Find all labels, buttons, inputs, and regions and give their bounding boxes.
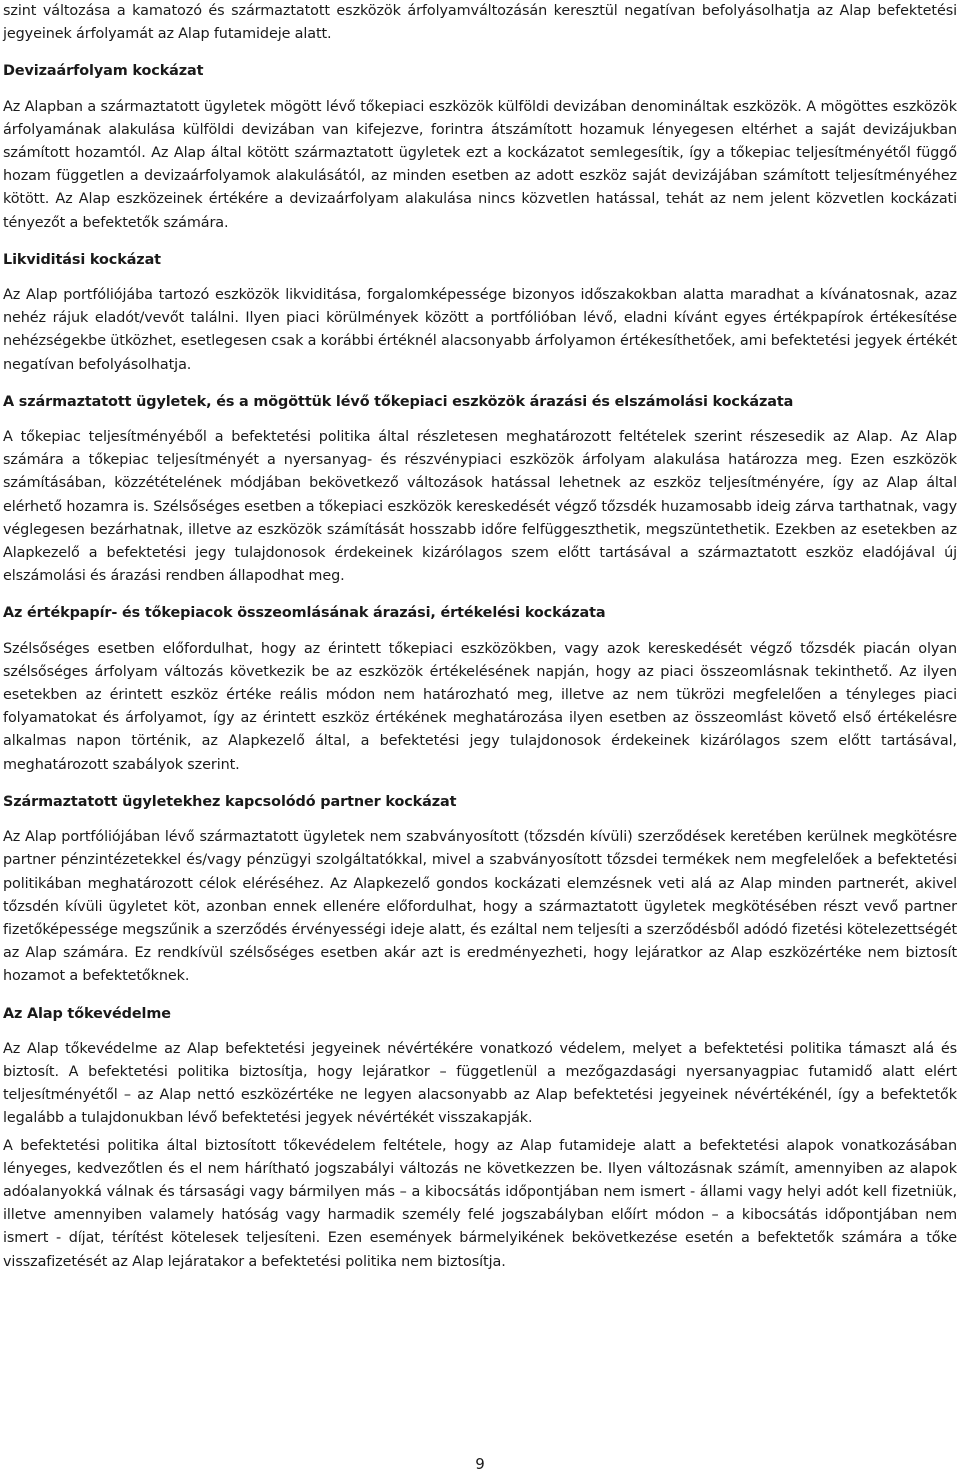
- document-page: [3, 0, 957, 1274]
- paragraph-intro: szint változása a kamatozó és származtatott eszközök árfolyamváltozásán keresztül negatívan befolyásolhatja az Alap befektetési jegyeinek árfolyamát az Alap futamideje alatt.: [3, 3, 957, 43]
- heading-pricing-risk: A származtatott ügyletek, és a mögöttük lévő tőkepiaci eszközök árazási és elszámolási kockázata: [3, 393, 794, 410]
- paragraph-pricing-risk: A tőkepiac teljesítményéből a befektetési politika által részletesen meghatározott feltételek szerint részesedik az Alap. Az Alap számára a tőkepiac teljesítményét a nyersanyag- és részvénypiaci eszközök árfolyam alakulása határozza meg. Ezen eszközök számításában, közzétételének módjában bekövetkező változások hatással lehetnek az eszköz teljesítményére, így az Alap által elérhető hozamra is. Szélsőséges esetben a tőkepiaci eszközök kereskedését végző tőzsdék huzamosabb ideig zárva tarthatnak, vagy véglegesen bezárhatnak, illetve az eszközök számítását hosszabb időre felfüggeszthetik, megszüntethetik. Ezekben az esetekben az Alapkezelő a befektetési jegy tulajdonosok érdekeinek kizárólagos szem előtt tartásával a származtatott eszköz eladójával új elszámolási és árazási rendben állapodhat meg.: [3, 429, 957, 585]
- heading-collapse-risk: Az értékpapír- és tőkepiacok összeomlásának árazási, értékelési kockázata: [3, 605, 606, 622]
- heading-liquidity-risk: Likviditási kockázat: [3, 251, 161, 268]
- paragraph-liquidity-risk: Az Alap portfóliójába tartozó eszközök likviditása, forgalomképessége bizonyos időszakokban alatta maradhat a kívánatosnak, azaz nehéz rájuk eladót/vevőt találni. Ilyen piaci körülmények között a portfólióban lévő, eladni kívánt egyes értékpapírok értékesítése nehézségekbe ütközhet, esetlegesen csak a korábbi értéknél alacsonyabb árfolyamon értékesíthetőek, ami befektetési jegyek értékét negatívan befolyásolhatja.: [3, 287, 957, 373]
- paragraph-partner-risk: Az Alap portfóliójában lévő származtatott ügyletek nem szabványosított (tőzsdén kívüli) szerződések keretében kerülnek megkötésre partner pénzintézetekkel és/vagy pénzügyi szolgáltatókkal, mivel a szabványosított tőzsdei termékek nem megfelelőek a befektetési politikában meghatározott célok eléréséhez. Az Alapkezelő gondos kockázati elemzésnek veti alá az Alap minden partnerét, akivel tőzsdén kívüli ügyletet köt, azonban ennek ellenére előfordulhat, hogy a származtatott ügyletek megkötésében részt vevő partner fizetőképessége megszűnik a szerződés érvényességi ideje alatt, és ezáltal nem teljesíti a szerződésből adódó fizetési kötelezettségét az Alap számára. Ez rendkívül szélsőséges esetben akár azt is eredményezheti, hogy lejáratkor az Alap eszközértéke nem biztosít hozamot a befektetőknek.: [3, 829, 957, 985]
- page-number: 9: [475, 1455, 485, 1473]
- paragraph-currency-risk: Az Alapban a származtatott ügyletek mögött lévő tőkepiaci eszközök külföldi devizában denomináltak eszközök. A mögöttes eszközök árfolyamának alakulása külföldi devizában van kifejezve, forintra átszámított hozamuk lényegesen eltérhet a saját devizájukban számított hozamtól. Az Alap által kötött származtatott ügyletek ezt a kockázatot semlegesítik, így a tőkepiac teljesítményétől függő hozam független a devizaárfolyamok alakulásától, az minden esetben az adott eszköz saját devizájában számított teljesítményéhez kötött. Az Alap eszközeinek értékére a devizaárfolyam alakulása nincs közvetlen hatással, tehát az nem jelent közvetlen kockázati tényezőt a befektetők számára.: [3, 98, 957, 231]
- paragraph-capital-protection-2: A befektetési politika által biztosított tőkevédelem feltétele, hogy az Alap futamideje alatt a befektetési alapok vonatkozásában lényeges, kedvezőtlen és el nem hárítható jogszabályi változás ne következzen be. Ilyen változásnak számít, amennyiben az alapok adóalanyokká válnak és társasági vagy bármilyen más – a kibocsátás időpontjában nem ismert - állami vagy helyi adót kell fizetniük, illetve amennyiben valamely hatóság vagy harmadik személy felé jogszabályban előírt módon – a kibocsátás időpontjában nem ismert - díjat, térítést kötelesek teljesíteni. Ezen események bármelyikének bekövetkezése esetén a befektetők számára a tőke visszafizetését az Alap lejáratakor a befektetési politika nem biztosítja.: [3, 1137, 957, 1270]
- heading-currency-risk: Devizaárfolyam kockázat: [3, 63, 204, 80]
- paragraph-capital-protection-1: Az Alap tőkevédelme az Alap befektetési jegyeinek névértékére vonatkozó védelem, melyet a befektetési politika támaszt alá és biztosít. A befektetési politika biztosítja, hogy lejáratkor – függetlenül a mezőgazdasági nyersanyagpiac futamidő alatt elért teljesítményétől – az Alap nettó eszközértéke ne legyen alacsonyabb az Alap befektetési jegyeinek névértékénél, így a befektetők legalább a tulajdonukban lévő befektetési jegyek névértékét visszakapják.: [3, 1040, 957, 1127]
- heading-capital-protection: Az Alap tőkevédelme: [3, 1005, 171, 1022]
- paragraph-collapse-risk: Szélsőséges esetben előfordulhat, hogy az érintett tőkepiaci eszközökben, vagy azok kereskedését végző tőzsdék piacán olyan szélsőséges árfolyam változás következik be az eszközök értékelésének napján, hogy az piaci összeomlásnak tekinthető. Az ilyen esetekben az érintett eszköz értéke reális módon nem határozható meg, illetve az nem tükrözi megfelelően a tényleges piaci folyamatokat és árfolyamot, így az érintett eszköz értékének meghatározása ilyen esetben az összeomlást követő első értékelésre alkalmas napon történik, az Alapkezelő által, a befektetési jegy tulajdonosok érdekeinek kizárólagos szem előtt tartásával, meghatározott szabályok szerint.: [3, 640, 957, 773]
- heading-partner-risk: Származtatott ügyletekhez kapcsolódó partner kockázat: [3, 793, 457, 810]
